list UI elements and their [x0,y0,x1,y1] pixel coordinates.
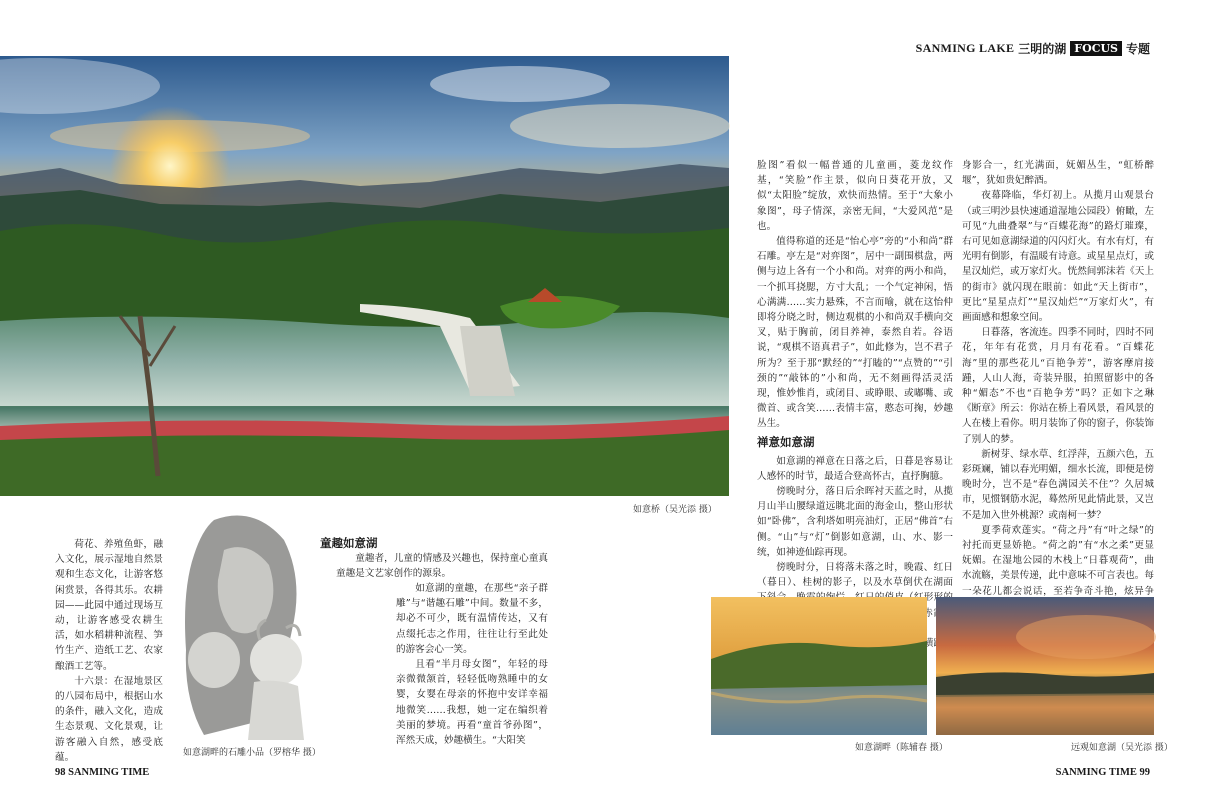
sculpture-caption: 如意湖畔的石雕小品（罗榕华 摄） [183,748,321,758]
distant-lake-illustration [936,597,1154,735]
folio-left [55,767,149,778]
section-heading-tongqu: 童趣如意湖 [320,536,378,550]
hero-landscape-illustration [0,56,729,496]
header-lake-name: SANMING LAKE [915,41,1015,55]
photo-distant-caption: 远观如意湖（吴光添 摄） [1071,743,1173,753]
stone-sculpture-photo [174,510,314,742]
magazine-name-left: SANMING TIME [68,767,150,778]
section-heading-block [320,533,548,550]
col4-paragraph: 身影合一，红光满面，妩媚丛生，“虹桥醉堰”，犹如贵妃醉酒。 [962,160,1154,187]
photo-lakeside [711,597,927,735]
focus-badge: FOCUS [1070,41,1122,56]
folio-right [1056,767,1150,778]
left-paragraph: 荷花、养殖鱼虾，融入文化，展示湿地自然景观和生态文化，让游客悠闲赏景，各得其乐。农耕园——此园中通过现场互动，让游客感受农耕生活，如水稻耕种流程、笋竹生产、造纸工艺、农家酿酒工艺等。 [55,539,163,672]
col3-paragraph: 脸图”看似一幅普通的儿童画，菱龙纹作基，“笑脸”作主景，似向日葵花开放，又似“太阳脸”绽放，欢快而热情。至于“大象小象图”，母子情深，亲密无间，“大爱风范”是也。 [757,160,953,232]
mid-paragraph: 童趣者，儿童的情感及兴趣也，保持童心童真童趣是文艺家创作的源泉。 [336,553,548,580]
col3-paragraph: 傍晚时分，落日后余晖衬天蓝之时，从揽月山半山腰绿道远眺北面的海金山，整山形状如“卧佛”，含利塔如明亮油灯，正居“佛首”右侧。“山”与“灯”倒影如意湖，山、水、影一统，如神迹仙踪再现。 [757,486,953,558]
hero-caption: 如意桥（吴光添 摄） [633,505,717,515]
left-column [55,537,163,763]
header-topic-cn: 专题 [1125,42,1150,56]
col3-paragraph: 值得称道的还是“怡心亭”旁的“小和尚”群石雕。亭左是“对弈图”，居中一副围棋盘，两侧与边上各有一个小和尚。对弈的两小和尚，一个抓耳挠腮，方寸大乱；一个气定神闲，悟心满满……实力悬殊，不言而喻，就在这怡仲即将分晓之时，侧边观棋的小和尚双手横向交叉，贴于胸前，闭目养神，泰然自若。谷语说，“观棋不语真君子”，如此修为，岂不君子所为？至于那“默经的”“打瞌的”“点赞的”“引颈的”“敲钵的”小和尚，无不刻画得活灵活现，惟妙惟肖，或闭目、或睁眼、或嘟嘴、或微首、或含笑……表情丰富，憨态可掬，妙趣丛生。 [757,236,953,430]
col4-paragraph: 夜幕降临，华灯初上。从揽月山观景台（或三明沙县快速通道湿地公园段）俯瞰，左可见“九曲叠翠”与“百蝶花海”的路灯璀璨，右可见如意湖绿道的闪闪灯火。有水有灯，有光明有倒影，有温暖有诗意。或星星点灯，或星汉灿烂，或万家灯火。恍然间郭沫若《天上的街市》就闪现在眼前：如此“天上街市”，更比“星星点灯”“星汉灿烂”“万家灯火”，有画面感和想象空间。 [962,190,1154,324]
mid-column [396,581,548,749]
photo-distant-lake [936,597,1154,735]
section-heading-chanyi: 禅意如意湖 [757,434,815,449]
hero-photo [0,56,729,496]
col3-paragraph: 傍晚时分，日将落未落之时，晚霞、红日（暮日）、桂树的影子，以及水草倒伏在湖面 形 赤 [757,562,953,619]
page-number-left: 98 [55,767,66,778]
col3-paragraph: 如意湖的禅意在日落之后，日暮是容易让人感怀的时节，最适合登高怀古，直抒胸臆。 [757,455,953,482]
magazine-name-right: SANMING TIME [1055,767,1137,778]
col4-paragraph: 日暮落，客流连。四季不同时，四时不同花，年年有花赏，月月有花看。“百蝶花海”里的那些花儿“百艳争芳”，游客摩肩接踵，人山人海，奇装异服，拍照留影中的各种“媚态”不也“百艳争芳”吗？正如卞之琳《断章》所云：你站在桥上看风景，看风景的人在楼上看你。明月装饰了你的窗子，你装饰了别人的梦。 [962,327,1154,445]
photo-lakeside-caption: 如意湖畔（陈辅春 摄） [855,743,948,753]
mid-intro [336,551,548,581]
left-paragraph: 十六景：在湿地景区的八园布局中，根据山水的条件，融入文化，造成生态景观、文化景观，让游客融入自然，感受底蕴。 [55,675,163,763]
page-number-right: 99 [1139,767,1150,778]
col4 [962,158,1154,597]
mid-paragraph: 如意湖的童趣，在那些“亲子群雕”与“谐趣石雕”中间。数量不多，却必不可少，既有温情传达，又有点缀托志之作用，往往让行至此处的游客会心一笑。 [396,583,548,655]
mid-paragraph: 且看“半月母女图”，年轻的母亲微微颔首，轻轻低吻熟睡中的女婴，女婴在母亲的怀抱中安详幸福地微笑……我想，她一定在编织着美丽的梦境。再看“童首爷孙图”，浑然天成，妙趣横生。“大阳笑 [396,659,548,747]
sculpture-illustration [174,510,314,742]
col3 [757,158,953,619]
lakeside-illustration [711,597,927,735]
header-lake-cn: 三明的湖 [1018,42,1067,56]
col4-paragraph: 新树芽、绿水草、红浮萍，五颜六色，五彩斑斓，铺以春光明媚，细水长流，即便是傍晚时分，岂不是“春色满园关不住”？久居城市，见惯钢筋水泥，蓦然所见此情此景，又岂不是加入世外桃源？或南柯一梦？ [962,448,1154,521]
col4-paragraph: 夏季荷欢莲实。“荷之丹”有“叶之绿”的衬托而更显娇艳。“荷之韵”有“水之柔”更显妩媚。在湿地公园的木栈上“日暮观荷”，曲水流觞，美景传递，此中意味不可言表也。每一朵花儿都会说话，至若争奇斗艳，炫异争 [962,523,1154,645]
running-head [916,40,1150,57]
